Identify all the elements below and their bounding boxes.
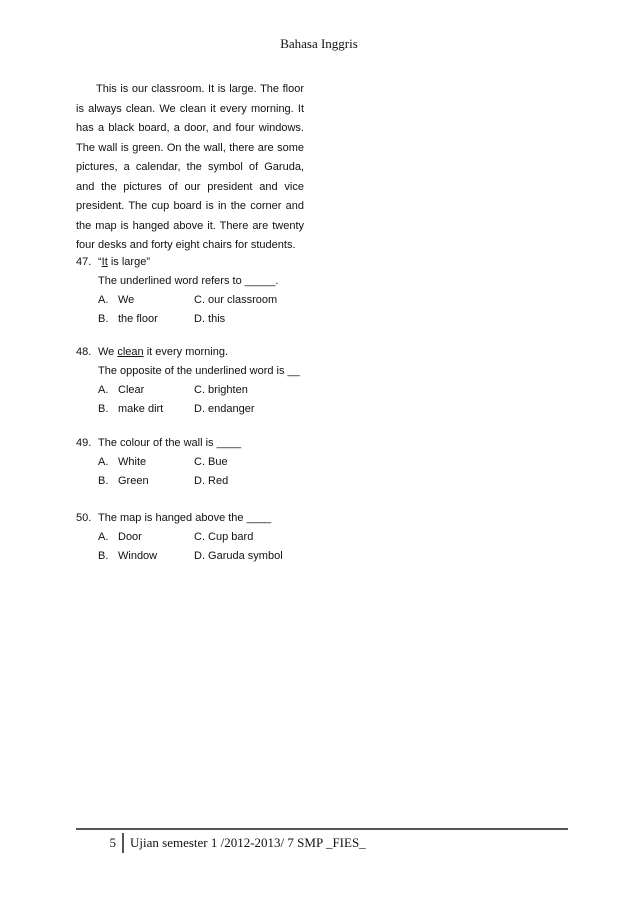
footer-divider	[76, 828, 568, 830]
question-stem: “It is large”	[98, 256, 150, 268]
question-number: 50.	[76, 512, 92, 524]
question-stem: We clean it every morning.	[98, 346, 229, 358]
option-a: Clear	[118, 384, 145, 396]
option-a: We	[118, 294, 135, 306]
option-c: C. Bue	[194, 456, 228, 468]
option-a: White	[118, 456, 147, 468]
options: A. Clear C. brighten B. make dirt D. endanger	[76, 381, 300, 419]
question-stem: The map is hanged above the ____	[98, 512, 272, 524]
option-b: the floor	[118, 313, 158, 325]
option-d: D. endanger	[194, 403, 255, 415]
question-48	[76, 343, 300, 419]
question-47	[76, 253, 278, 329]
question-instruction: The opposite of the underlined word is __	[98, 365, 300, 377]
option-a: Door	[118, 531, 142, 543]
option-c: C. our classroom	[194, 294, 278, 306]
options: A. We C. our classroom B. the floor D. this	[76, 291, 278, 329]
options: A. Door C. Cup bard B. Window D. Garuda symbol	[76, 528, 283, 566]
page-header: Bahasa Inggris	[280, 36, 358, 51]
options: A. White C. Bue B. Green D. Red	[76, 453, 241, 491]
option-d: D. this	[194, 313, 226, 325]
question-49	[76, 434, 241, 491]
option-b: Green	[118, 475, 149, 487]
passage-text: This is our classroom. It is large. The floor is always clean. We clean it every morning. It has a black board, a door, and four windows. The wall is green. On the wall, there are some pictures, a calendar, the symbol of Garuda, and the pictures of our president and vice president. The cup board is in the corner and the map is hanged above it. There are twenty four desks and forty eight chairs for students.	[76, 83, 304, 251]
reading-passage	[76, 80, 304, 256]
question-number: 48.	[76, 346, 92, 358]
question-number: 49.	[76, 437, 92, 449]
question-stem: The colour of the wall is ____	[98, 437, 242, 449]
question-number: 47.	[76, 256, 92, 268]
question-50	[76, 509, 283, 566]
option-b: make dirt	[118, 403, 164, 415]
option-d: D. Red	[194, 475, 229, 487]
page-number: 5	[109, 835, 116, 850]
page-footer	[76, 833, 366, 853]
option-d: D. Garuda symbol	[194, 550, 283, 562]
footer-text: Ujian semester 1 /2012-2013/ 7 SMP _FIES_	[130, 835, 366, 850]
option-c: C. brighten	[194, 384, 248, 396]
option-c: C. Cup bard	[194, 531, 254, 543]
question-instruction: The underlined word refers to _____.	[98, 275, 279, 287]
option-b: Window	[118, 550, 158, 562]
footer-separator	[122, 833, 124, 853]
